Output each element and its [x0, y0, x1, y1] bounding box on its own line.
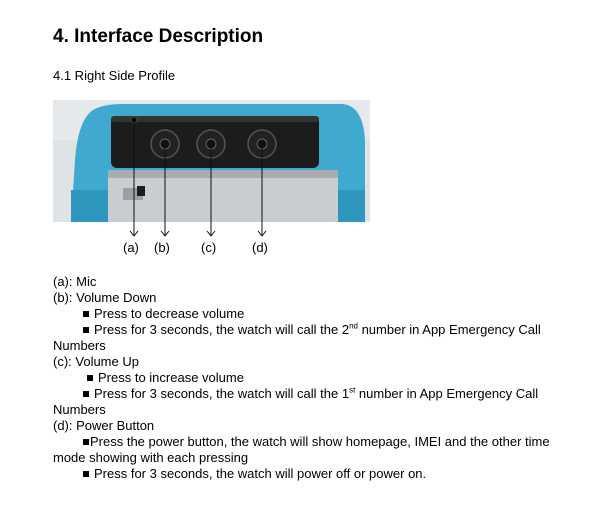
- bullet-icon: [87, 375, 93, 381]
- item-d-bullet-1: Press the power button, the watch will show homepage, IMEI and the other time: [83, 434, 550, 449]
- item-b-bullet-2: Press for 3 seconds, the watch will call the 2nd number in App Emergency Call: [83, 322, 541, 337]
- item-c-bullet-2-wrap: Numbers: [53, 402, 106, 417]
- watch-side-photo: [53, 100, 370, 222]
- bullet-icon: [83, 311, 89, 317]
- item-b-title: (b): Volume Down: [53, 290, 157, 305]
- item-c-bullet-1: Press to increase volume: [87, 370, 244, 385]
- item-c-title: (c): Volume Up: [53, 354, 139, 369]
- bullet-icon: [83, 391, 89, 397]
- bullet-icon: [83, 471, 89, 477]
- item-c-bullet-2: Press for 3 seconds, the watch will call the 1st number in App Emergency Call: [83, 386, 538, 401]
- callout-labels: [53, 222, 370, 262]
- bullet-icon: [83, 439, 89, 445]
- callout-d: (d): [252, 240, 268, 255]
- callout-c: (c): [201, 240, 217, 255]
- bullet-icon: [83, 327, 89, 333]
- item-b-bullet-2-wrap: Numbers: [53, 338, 106, 353]
- item-d-title: (d): Power Button: [53, 418, 155, 433]
- item-b-bullet-1: Press to decrease volume: [83, 306, 244, 321]
- section-heading: 4. Interface Description: [53, 26, 264, 47]
- callout-b: (b): [154, 240, 170, 255]
- subsection-heading: 4.1 Right Side Profile: [53, 68, 176, 83]
- item-a-title: (a): Mic: [53, 274, 97, 289]
- item-d-bullet-1-wrap: mode showing with each pressing: [53, 450, 249, 465]
- item-d-bullet-2: Press for 3 seconds, the watch will power off or power on.: [83, 466, 426, 481]
- callout-a: (a): [123, 240, 139, 255]
